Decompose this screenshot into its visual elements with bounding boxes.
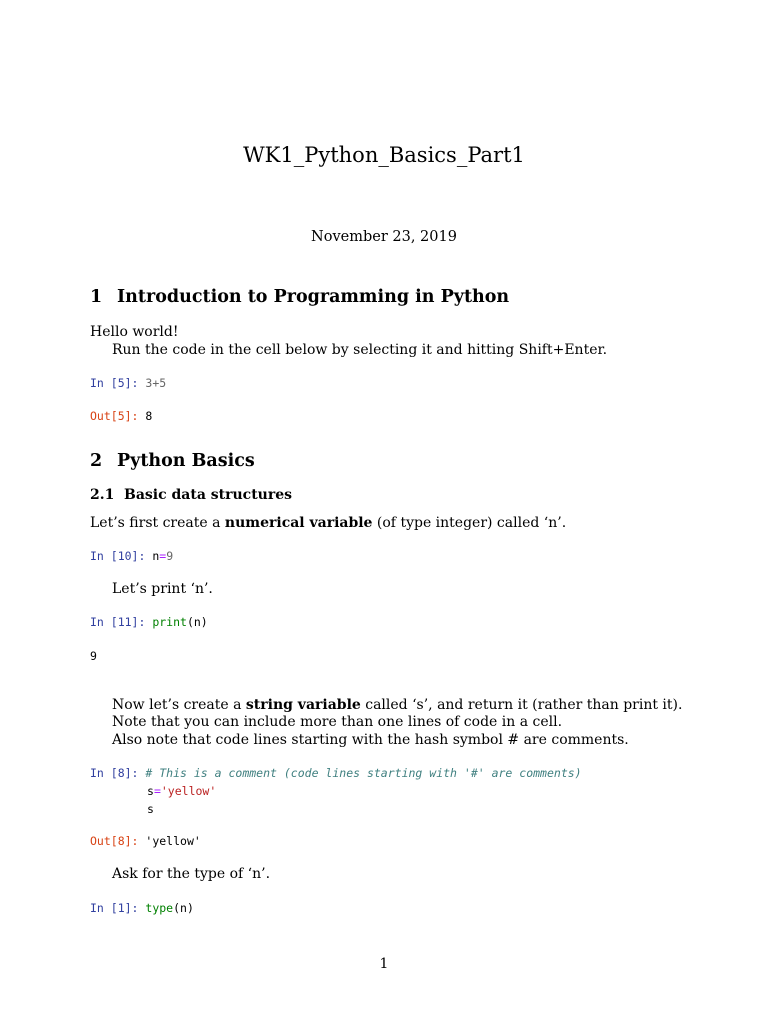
code-function: type — [145, 901, 174, 915]
output-cell-5 — [90, 409, 152, 423]
output-text: 8 — [145, 409, 153, 423]
code-cell-in-5 — [90, 376, 166, 390]
section-number: 2 — [90, 451, 103, 471]
output-prompt: Out[5]: — [90, 409, 139, 423]
code-cell-in-1 — [90, 901, 194, 915]
run-code-text: Run the code in the cell below by selecting it and hitting Shift+Enter. — [112, 342, 608, 358]
section-2-heading — [90, 451, 255, 471]
bold-term: numerical variable — [224, 515, 373, 531]
input-prompt: In [10]: — [90, 549, 146, 563]
string-variable-text — [112, 697, 682, 713]
code-var: s — [147, 784, 154, 798]
text-fragment: Let’s first create a — [90, 515, 225, 531]
section-1-heading — [90, 287, 509, 307]
code-cell-in-11 — [90, 615, 208, 629]
code-args: (n) — [173, 901, 194, 915]
code-function: print — [152, 615, 187, 629]
output-cell-8 — [90, 834, 201, 848]
code-line-2 — [147, 784, 216, 798]
hello-text: Hello world! — [90, 324, 179, 340]
also-note-text: Also note that code lines starting with the hash symbol # are comments. — [112, 732, 629, 748]
lets-print-text: Let’s print ‘n’. — [112, 581, 213, 597]
code-operator: = — [159, 549, 167, 563]
document-date: November 23, 2019 — [311, 229, 457, 245]
code-operator: = — [153, 784, 161, 798]
subsection-2-1-heading — [90, 487, 292, 503]
subsection-title: Basic data structures — [124, 487, 293, 503]
input-prompt: In [5]: — [90, 376, 139, 390]
note-lines-text: Note that you can include more than one lines of code in a cell. — [112, 714, 563, 730]
bold-term: string variable — [245, 697, 361, 713]
output-text: 'yellow' — [145, 834, 201, 848]
code-comment: # This is a comment (code lines starting with '#' are comments) — [145, 766, 582, 780]
numerical-variable-text — [90, 515, 566, 531]
print-output-11: 9 — [90, 649, 97, 663]
code-line-3: s — [147, 802, 154, 816]
code-var: n — [152, 549, 160, 563]
code-cell-in-8 — [90, 766, 582, 780]
page-number: 1 — [379, 956, 389, 972]
section-title: Python Basics — [117, 451, 255, 471]
input-prompt: In [8]: — [90, 766, 139, 780]
code-cell-in-10 — [90, 549, 173, 563]
code-args: (n) — [186, 615, 208, 629]
code-number: 9 — [166, 549, 174, 563]
section-number: 1 — [90, 287, 103, 307]
code-string: 'yellow' — [160, 784, 217, 798]
text-fragment: called ‘s’, and return it (rather than print it). — [360, 697, 683, 713]
ask-type-text: Ask for the type of ‘n’. — [112, 866, 271, 882]
code-text: 3+5 — [145, 376, 167, 390]
document-title: WK1_Python_Basics_Part1 — [243, 143, 525, 167]
subsection-number: 2.1 — [90, 487, 115, 503]
input-prompt: In [11]: — [90, 615, 146, 629]
text-fragment: Now let’s create a — [112, 697, 246, 713]
output-prompt: Out[8]: — [90, 834, 139, 848]
section-title: Introduction to Programming in Python — [117, 287, 510, 307]
input-prompt: In [1]: — [90, 901, 139, 915]
text-fragment: (of type integer) called ‘n’. — [372, 515, 567, 531]
